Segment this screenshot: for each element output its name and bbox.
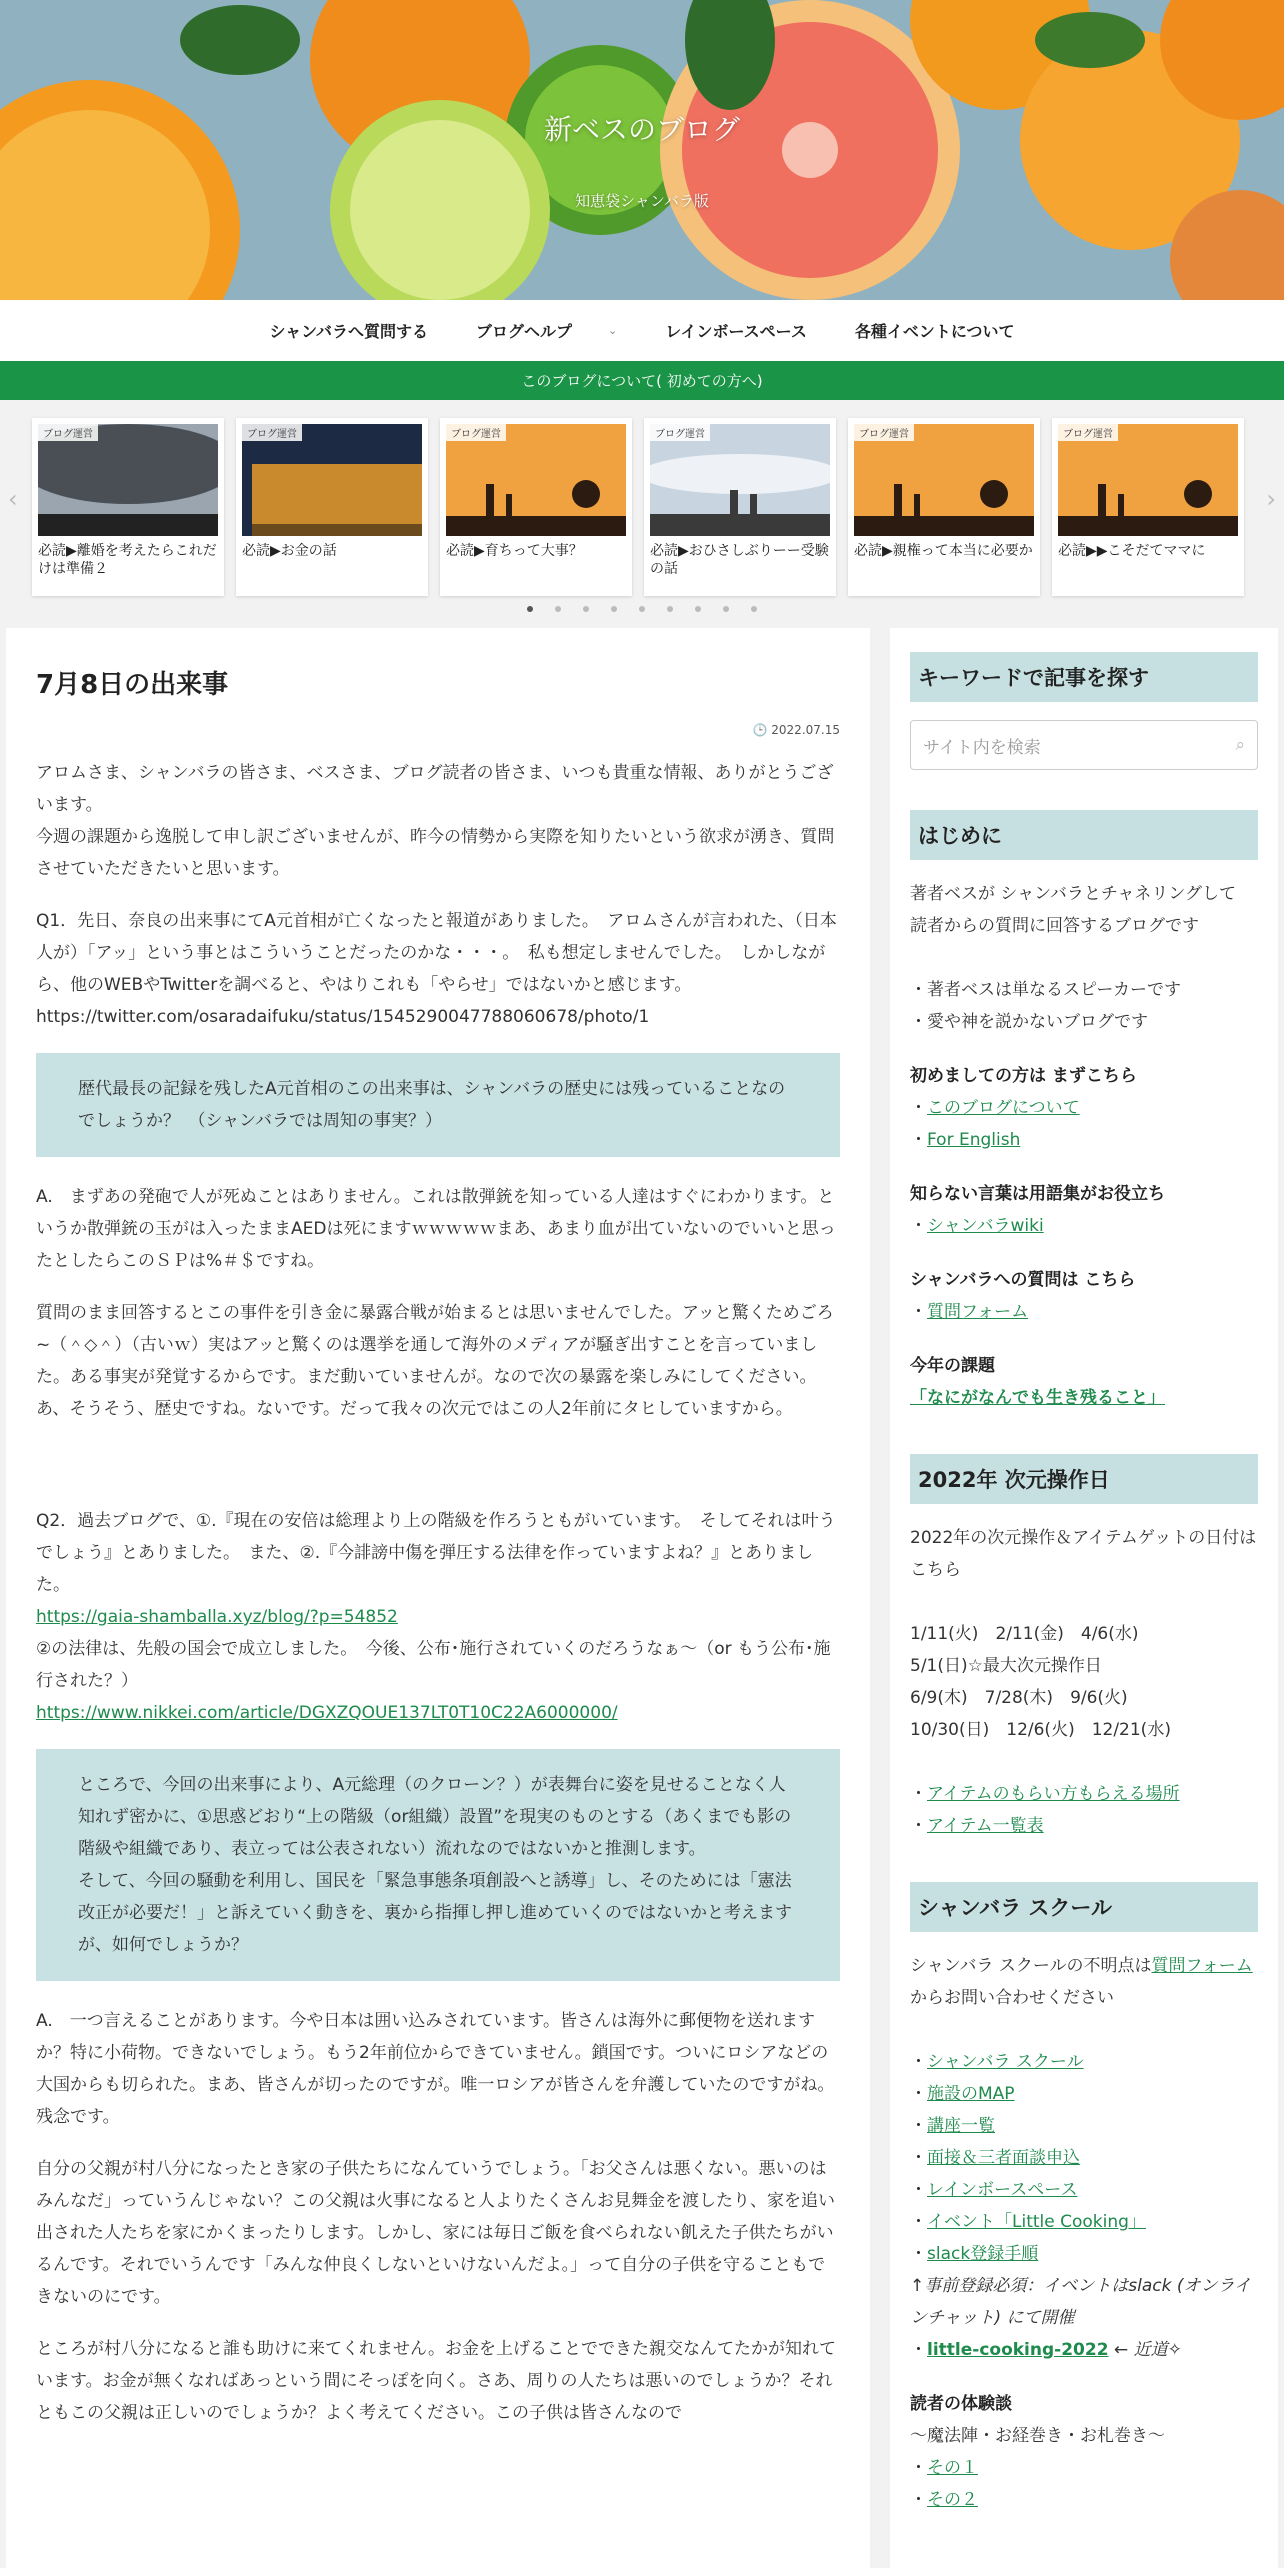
card-category: ブログ運営 <box>1058 424 1118 441</box>
item-place-link[interactable]: アイテムのもらい方もらえる場所 <box>927 1784 1180 1804</box>
nav-item-rainbow-space[interactable] <box>641 319 831 342</box>
post-title: 7月8日の出来事 <box>36 670 229 700</box>
paragraph-text: 今週の課題から逸脱して申し訳ございませんが、昨今の情勢から実際を知りたいという欲求が湧き、質問させていただきたいと思います。 <box>36 827 835 879</box>
paragraph-text: Q2．過去ブログで、①.『現在の安倍は総理より上の階級を作ろうともがいています。 そしてそれは叶うでしょう』とありました。 また、②.『今誹謗中傷を弾圧する法律を作っていますよね？』とありました。 <box>36 1511 836 1595</box>
question-box <box>36 1749 840 1981</box>
theme-heading: 今年の課題 <box>910 1356 995 1376</box>
carousel-card[interactable] <box>440 418 632 596</box>
sidebar <box>890 628 1278 2568</box>
theme-link[interactable]: 「なにがなんでも生き残ること」 <box>910 1388 1165 1408</box>
carousel-card[interactable] <box>236 418 428 596</box>
link-row: ・このブログについて <box>910 1098 1080 1118</box>
paragraph-text: Q1．先日、奈良の出来事にてA元首相が亡くなったと報道がありました。 アロムさんが言われた、（日本人が）「アッ」という事とはこういうことだったのかな・・・。 私も想定しませんでした。 しかしながら、他のWEBやTwitterを調べると、やはりこれも「やらせ」ではないかと感じます。 <box>36 911 837 995</box>
card-category: ブログ運営 <box>446 424 506 441</box>
carousel-dots <box>0 606 1284 612</box>
paragraph: A. まずあの発砲で人が死ぬことはありません。これは散弾銃を知っている人達はすぐにわかります。というか散弾銃の玉がは入ったままAEDは死にますｗｗｗｗｗまあ、あまり血が出ていないのでいいと思ったとしたらこのＳＰは%＃＄ですね。 <box>36 1187 836 1271</box>
card-thumbnail <box>38 424 218 536</box>
card-thumbnail <box>446 424 626 536</box>
nav-item-label: 各種イベントについて <box>854 321 1015 341</box>
carousel-dot[interactable] <box>639 606 645 612</box>
card-category: ブログ運営 <box>242 424 302 441</box>
little-cooking-link[interactable]: little-cooking-2022 <box>927 2340 1109 2360</box>
link-row: ・レインボースペース <box>910 2180 1078 2200</box>
paragraph-text: アロムさま、シャンバラの皆さま、ベスさま、ブログ読者の皆さま、いつも貴重な情報、ありがとうございます。 <box>36 763 834 815</box>
school-question-link[interactable]: 質問フォーム <box>1151 1956 1253 1976</box>
search-input[interactable] <box>910 720 1258 770</box>
notice-text: このブログについて( 初めての方へ) <box>521 372 763 390</box>
ops-text: 2022年の次元操作＆アイテムゲットの日付はこちら <box>910 1528 1257 1580</box>
search-widget-title: キーワードで記事を探す <box>910 652 1258 702</box>
carousel-dot[interactable] <box>667 606 673 612</box>
nikkei-link[interactable]: https://www.nikkei.com/article/DGXZQOUE137LT0T10C22A6000000/ <box>36 1703 618 1723</box>
carousel-dot[interactable] <box>695 606 701 612</box>
paragraph <box>36 905 840 1033</box>
spacer <box>36 1445 840 1505</box>
card-title: 必読▶育ちって大事？ <box>446 543 583 559</box>
content-wrap <box>0 606 1284 2568</box>
experience-text: 〜魔法陣・お経巻き・お札巻き〜 <box>910 2426 1165 2446</box>
card-thumbnail <box>854 424 1034 536</box>
experience-link-2[interactable]: その２ <box>927 2490 978 2510</box>
nav-item-blog-help[interactable] <box>452 319 641 342</box>
nav-item-events[interactable] <box>831 319 1039 342</box>
carousel-prev-icon[interactable]: ‹ <box>8 485 18 513</box>
carousel-dot[interactable] <box>527 606 533 612</box>
ask-heading: シャンバラへの質問は こちら <box>910 1270 1136 1290</box>
ops-dates: 1/11(火) 2/11(金) 4/6(水) <box>910 1624 1139 1644</box>
about-blog-link[interactable]: このブログについて <box>927 1098 1080 1118</box>
link-row: ・For English <box>910 1130 1021 1150</box>
carousel-dot[interactable] <box>611 606 617 612</box>
experience-heading: 読者の体験談 <box>910 2394 1012 2414</box>
link-row: ・その２ <box>910 2490 978 2510</box>
paragraph-text: ②の法律は、先般の国会で成立しました。 今後、公布･施行されていくのだろうなぁ～（or もう公布･施行された？） <box>36 1639 831 1691</box>
card-category: ブログ運営 <box>650 424 710 441</box>
carousel-card[interactable] <box>1052 418 1244 596</box>
link-row: ・イベント「Little Cooking」 <box>910 2212 1146 2232</box>
intro-bullet: ・著者ベスは単なるスピーカーです <box>910 980 1181 1000</box>
clock-icon: 🕒 <box>752 723 768 737</box>
school-link[interactable]: 施設のMAP <box>927 2084 1015 2104</box>
box-text: そして、今回の騒動を利用し、国民を「緊急事態条項創設へと誘導」し、そのためには「憲法改正が必要だ！」と訴えていく動きを、裏から指揮し押し進めていくのではないかと考えますが、如何でしょうか？ <box>78 1871 792 1955</box>
school-widget-title: シャンバラ スクール <box>910 1882 1258 1932</box>
card-category: ブログ運営 <box>38 424 98 441</box>
paragraph: 自分の父親が村八分になったとき家の子供たちになんていうでしょう。「お父さんは悪くない。悪いのはみんなだ」っていうんじゃない？この父親は火事になると人よりたくさんお見舞金を渡したり、家を追い出された人たちを家にかくまったりします。しかし、家には毎日ご飯を食べられない飢えた子供たちがいるんです。それでいうんです「みんな仲良くしないといけないんだよ。」って自分の子供を守ることもできないのにです。 <box>36 2159 835 2307</box>
ops-dates: 10/30(日) 12/6(火) 12/21(水) <box>910 1720 1171 1740</box>
nav-item-label: レインボースペース <box>665 321 807 341</box>
experience-link-1[interactable]: その１ <box>927 2458 978 2478</box>
english-link[interactable]: For English <box>927 1130 1021 1150</box>
paragraph: A. 一つ言えることがあります。今や日本は囲い込みされています。皆さんは海外に郵便物を送れますか？特に小荷物。できないでしょう。もう2年前位からできていません。鎖国です。ついにロシアなどの大国からも切られた。まあ、皆さんが切ったのですが。唯一ロシアが皆さんを弁護していたのですがね。残念です。 <box>36 2011 835 2127</box>
wiki-link[interactable]: シャンバラwiki <box>927 1216 1044 1236</box>
site-subtitle: 知恵袋シャンバラ版 <box>575 192 709 210</box>
school-text-post: からお問い合わせください <box>910 1988 1114 2008</box>
nav-item-label: ブログヘルプ <box>476 321 573 341</box>
card-thumbnail <box>1058 424 1238 536</box>
carousel-card[interactable] <box>644 418 836 596</box>
shortcut-note: ← 近道✧ <box>1108 2340 1182 2360</box>
carousel-dot[interactable] <box>723 606 729 612</box>
notice-bar[interactable] <box>0 360 1284 400</box>
intro-widget-title: はじめに <box>910 810 1258 860</box>
school-link[interactable]: 講座一覧 <box>927 2116 995 2136</box>
link-row: ・講座一覧 <box>910 2116 995 2136</box>
carousel-dot[interactable] <box>583 606 589 612</box>
main-article <box>6 628 870 2568</box>
link-row: ・シャンバラwiki <box>910 1216 1044 1236</box>
school-widget <box>910 1882 1258 2516</box>
school-link[interactable]: slack登録手順 <box>927 2244 1039 2264</box>
carousel-card[interactable] <box>848 418 1040 596</box>
item-list-link[interactable]: アイテム一覧表 <box>927 1816 1044 1836</box>
link-row: ・面接＆三者面談申込 <box>910 2148 1080 2168</box>
site-header <box>0 0 1284 300</box>
school-text-pre: シャンバラ スクールの不明点は <box>910 1956 1152 1976</box>
featured-carousel <box>0 400 1284 598</box>
question-box: 歴代最長の記録を残したA元首相のこの出来事は、シャンバラの歴史には残っていることなのでしょうか？ （シャンバラでは周知の事実？） <box>36 1053 840 1157</box>
link-row: ・アイテムのもらい方もらえる場所 <box>910 1784 1180 1804</box>
glossary-heading: 知らない言葉は用語集がお役立ち <box>910 1184 1165 1204</box>
question-form-link[interactable]: 質問フォーム <box>927 1302 1029 1322</box>
paragraph <box>36 757 840 885</box>
card-title: 必読▶親権って本当に必要か <box>854 543 1033 559</box>
link-row: ・質問フォーム <box>910 1302 1029 1322</box>
school-link[interactable]: レインボースペース <box>927 2180 1078 2200</box>
carousel-dot[interactable] <box>751 606 757 612</box>
header-fruit-image <box>0 0 1284 300</box>
intro-text: 著者ベスが シャンバラとチャネリングして 読者からの質問に回答するブログです <box>910 884 1237 936</box>
school-link[interactable]: シャンバラ スクール <box>927 2052 1084 2072</box>
nav-item-label: シャンバラへ質問する <box>269 321 429 341</box>
paragraph: ところが村八分になると誰も助けに来てくれません。お金を上げることでできた親交なんてたかが知れています。お金が無くなればあっという間にそっぽを向く。さあ、周りの人たちは悪いのでしょうか？それともこの父親は正しいのでしょうか？よく考えてください。この子供は皆さんなので <box>36 2339 837 2423</box>
link-row <box>910 1382 1258 1414</box>
school-link[interactable]: イベント「Little Cooking」 <box>927 2212 1146 2232</box>
global-nav <box>0 300 1284 360</box>
gaia-link[interactable]: https://gaia-shamballa.xyz/blog/?p=54852 <box>36 1607 398 1627</box>
link-row: ・slack登録手順 <box>910 2244 1039 2264</box>
post-date <box>36 723 840 737</box>
paragraph: 質問のまま回答するとこの事件を引き金に暴露合戦が始まるとは思いませんでした。アッと驚くためごろ~（＾◇＾）（古いｗ）実はアッと驚くのは選挙を通して海外のメディアが騒ぎ出すことを言っていました。ある事実が発覚するからです。まだ動いていませんが。なので次の暴露を楽しみにしてください。あ、そうそう、歴史ですね。ないです。だって我々の次元ではこの人2年前にタヒしていますから。 <box>36 1303 834 1419</box>
search-icon[interactable]: ⌕ <box>1235 735 1245 755</box>
card-title: 必読▶▶こそだてママに <box>1058 543 1206 559</box>
first-heading: 初めましての方は まずこちら <box>910 1066 1137 1086</box>
chevron-down-icon: ⌄ <box>608 323 618 337</box>
ops-dates: 5/1(日)☆最大次元操作日 <box>910 1656 1102 1676</box>
school-link[interactable]: 面接＆三者面談申込 <box>927 2148 1080 2168</box>
card-title: 必読▶おひさしぶりーー受験の話 <box>650 543 829 577</box>
card-thumbnail <box>242 424 422 536</box>
school-note: ↑事前登録必須：イベントはslack (オンラインチャット) にて開催 <box>910 2276 1251 2328</box>
intro-widget <box>910 810 1258 1414</box>
link-row: ・little-cooking-2022 ← 近道✧ <box>910 2340 1182 2360</box>
school-text <box>910 1950 1258 2014</box>
post-date-text: 2022.07.15 <box>771 723 840 737</box>
ops-widget <box>910 1454 1258 1842</box>
paragraph <box>36 1505 840 1729</box>
ops-widget-title: 2022年 次元操作日 <box>910 1454 1258 1504</box>
plain-url: https://twitter.com/osaradaifuku/status/1545290047788060678/photo/1 <box>36 1007 650 1027</box>
card-title: 必読▶お金の話 <box>242 543 337 559</box>
carousel-card[interactable] <box>32 418 224 596</box>
site-title[interactable]: 新ベスのブログ <box>543 113 740 146</box>
card-category: ブログ運営 <box>854 424 914 441</box>
intro-bullet: ・愛や神を説かないブログです <box>910 1012 1148 1032</box>
card-title: 必読▶離婚を考えたらこれだけは準備２ <box>38 543 217 577</box>
search-placeholder: サイト内を検索 <box>923 737 1041 758</box>
link-row: ・その１ <box>910 2458 978 2478</box>
card-thumbnail <box>650 424 830 536</box>
carousel-dot[interactable] <box>555 606 561 612</box>
carousel-track <box>0 418 1284 596</box>
ops-dates: 6/9(木) 7/28(木) 9/6(火) <box>910 1688 1128 1708</box>
link-row: ・シャンバラ スクール <box>910 2052 1084 2072</box>
carousel-next-icon[interactable]: › <box>1266 485 1276 513</box>
link-row: ・アイテム一覧表 <box>910 1816 1044 1836</box>
box-text: ところで、今回の出来事により、A元総理（のクローン？）が表舞台に姿を見せることなく人知れず密かに、①思惑どおり“上の階級（or組織）設置”を現実のものとする（あくまでも影の階級や組織であり、表立っては公表されない）流れなのではないかと推測します。 <box>78 1775 792 1859</box>
nav-item-ask[interactable] <box>245 319 452 342</box>
school-links <box>910 2046 1258 2270</box>
link-row: ・施設のMAP <box>910 2084 1015 2104</box>
